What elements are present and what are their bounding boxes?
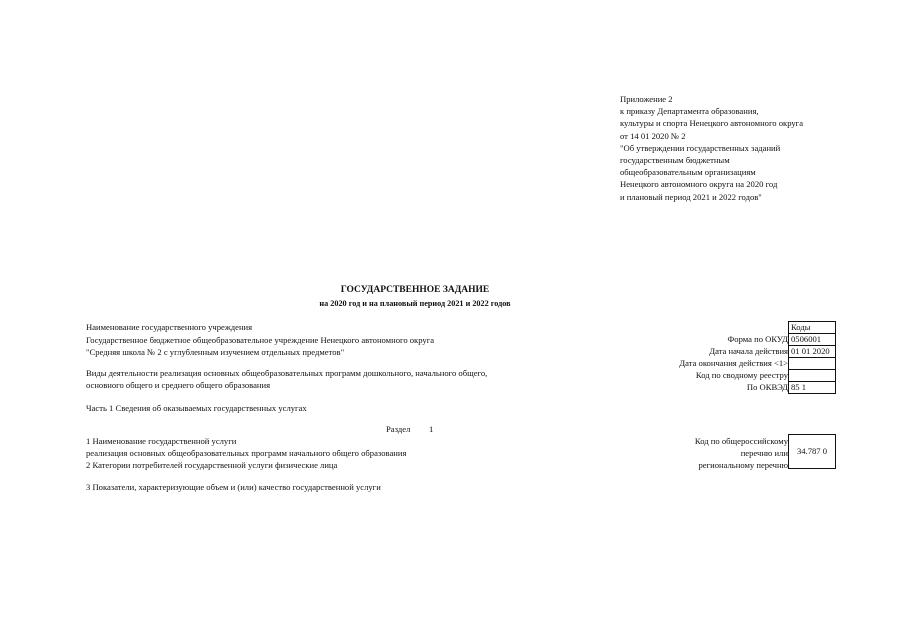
document-subtitle: на 2020 год и на плановый период 2021 и 2022 годов — [319, 299, 511, 308]
section-number: 1 — [429, 424, 434, 434]
service-code-label-line1: Код по общероссийскому — [694, 436, 788, 446]
okud-label: Форма по ОКУД — [727, 334, 788, 344]
section-label: Раздел — [386, 424, 411, 434]
appendix-line: и плановый период 2021 и 2022 годов" — [620, 191, 762, 202]
appendix-line: государственным бюджетным — [620, 155, 730, 166]
appendix-block — [620, 93, 803, 203]
part-heading: Часть 1 Сведения об оказываемых государственных услугах — [86, 403, 307, 413]
appendix-line: культуры и спорта Ненецкого автономного округа — [620, 118, 804, 129]
activity-line1: Виды деятельности реализация основных общеобразовательных программ дошкольного, начального общего, — [86, 368, 488, 378]
appendix-line: к приказу Департамента образования, — [620, 106, 759, 117]
appendix-line: Приложение 2 — [620, 94, 673, 104]
service-code-label-line3: региональному перечню — [698, 460, 788, 470]
institution-name-line2: "Средняя школа № 2 с углубленным изучением отдельных предметов" — [86, 347, 345, 357]
appendix-line: "Об утверждении государственных заданий — [620, 142, 781, 153]
okud-value-cell: 0506001 — [788, 333, 836, 346]
service-name-value: реализация основных общеобразовательных программ начального общего образования — [86, 448, 407, 458]
registry-label: Код по сводному реестру — [695, 370, 788, 380]
indicators-heading: 3 Показатели, характеризующие объем и (или) качество государственной услуги — [86, 482, 381, 492]
okved-value-cell: 85 1 — [788, 381, 836, 394]
appendix-line: Ненецкого автономного округа на 2020 год — [620, 179, 778, 190]
appendix-line: от 14 01 2020 № 2 — [620, 130, 686, 141]
appendix-line: общеобразовательным организациям — [620, 167, 756, 178]
activity-line2: основного общего и среднего общего образования — [86, 380, 271, 390]
consumer-category: 2 Категории потребителей государственной услуги физические лица — [86, 460, 338, 470]
document-title: ГОСУДАРСТВЕННОЕ ЗАДАНИЕ — [340, 285, 490, 295]
service-code-value-cell: 34.787 0 — [788, 434, 836, 469]
start-date-label: Дата начала действия — [709, 346, 788, 356]
end-date-label: Дата окончания действия <1> — [679, 358, 788, 368]
service-code-label-line2: перечню или — [740, 448, 788, 458]
codes-header-cell: Коды — [788, 321, 836, 334]
institution-name-line1: Государственное бюджетное общеобразовательное учреждение Ненецкого автономного округа — [86, 335, 435, 345]
service-name-label: 1 Наименование государственной услуги — [86, 436, 237, 446]
okved-label: По ОКВЭД — [746, 382, 788, 392]
institution-label: Наименование государственного учреждения — [86, 322, 253, 332]
start-date-value-cell: 01 01 2020 — [788, 345, 836, 358]
